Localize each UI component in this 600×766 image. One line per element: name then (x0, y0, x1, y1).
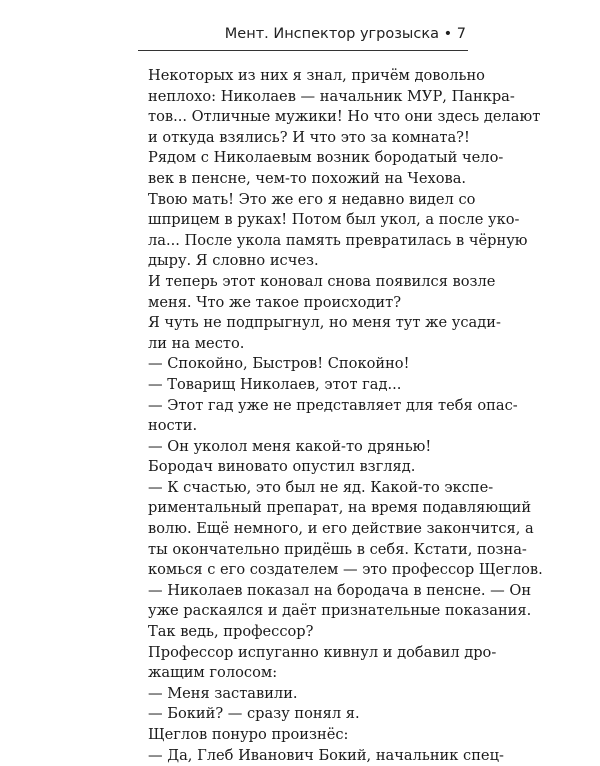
text-line: И теперь этот коновал снова появился возле (148, 272, 496, 290)
text-line: Я чуть не подпрыгнул, но меня тут же усади- (148, 314, 501, 332)
text-line: Рядом с Николаевым возник бородатый чело- (148, 149, 504, 167)
paragraph (148, 396, 518, 437)
paragraph (148, 375, 474, 396)
paragraph (148, 684, 474, 705)
text-line: — Он уколол меня какой-то дрянью! (148, 437, 432, 455)
text-line: Твою мать! Это же его я недавно видел со (148, 190, 476, 208)
text-line: ли на место. (148, 334, 245, 352)
text-line: уже раскаялся и даёт признательные показания. (148, 602, 532, 620)
text-line: Так ведь, профессор? (148, 623, 314, 641)
paragraph (148, 272, 496, 313)
paragraph (148, 457, 474, 478)
text-line: — Товарищ Николаев, этот гад... (148, 375, 402, 393)
text-line: — Да, Глеб Иванович Бокий, начальник спец- (148, 746, 504, 764)
paragraph (148, 725, 474, 746)
running-head: Мент. Инспектор угрозыска • 7 (224, 26, 466, 42)
paragraph (148, 746, 504, 766)
text-line: ности. (148, 417, 198, 435)
paragraph (148, 354, 474, 375)
text-line: тов... Отличные мужики! Но что они здесь делают (148, 108, 541, 126)
text-line: — Бокий? — сразу понял я. (148, 705, 360, 723)
text-line: меня. Что же такое происходит? (148, 293, 402, 311)
text-line: Некоторых из них я знал, причём довольно (148, 67, 485, 84)
text-line: волю. Ещё немного, и его действие закончится, а (148, 520, 534, 538)
paragraph (148, 437, 474, 458)
text-line: — Спокойно, Быстров! Спокойно! (148, 355, 410, 373)
header-rule (138, 50, 468, 51)
text-line: век в пенсне, чем-то похожий на Чехова. (148, 169, 467, 187)
text-line: ла... После укола память превратилась в чёрную (148, 231, 528, 249)
text-line: жащим голосом: (148, 664, 278, 682)
text-line: шприцем в руках! Потом был укол, а после уко- (148, 211, 520, 229)
paragraph (148, 478, 543, 643)
text-line: неплохо: Николаев — начальник МУР, Панкра- (148, 87, 515, 105)
paragraph (148, 66, 541, 148)
paragraph (148, 704, 474, 725)
text-line: — Этот гад уже не представляет для тебя опас- (148, 396, 518, 414)
paragraph (148, 190, 528, 272)
body-text (148, 66, 543, 766)
text-line: — К счастью, это был не яд. Какой-то экспе- (148, 478, 494, 496)
paragraph (148, 148, 504, 189)
text-line: — Меня заставили. (148, 684, 298, 702)
paragraph (148, 643, 497, 684)
text-line: ты окончательно придёшь в себя. Кстати, позна- (148, 540, 527, 558)
text-line: — Николаев показал на бородача в пенсне. — Он (148, 581, 532, 599)
text-line: риментальный препарат, на время подавляющий (148, 499, 532, 517)
text-line: Бородач виновато опустил взгляд. (148, 458, 416, 476)
text-line: и откуда взялись? И что это за комната?! (148, 128, 470, 146)
text-line: Профессор испуганно кивнул и добавил дро- (148, 643, 497, 661)
text-line: дыру. Я словно исчез. (148, 252, 319, 270)
text-line: комься с его создателем — это профессор Щеглов. (148, 561, 543, 579)
text-line: Щеглов понуро произнёс: (148, 726, 349, 743)
paragraph (148, 313, 501, 354)
